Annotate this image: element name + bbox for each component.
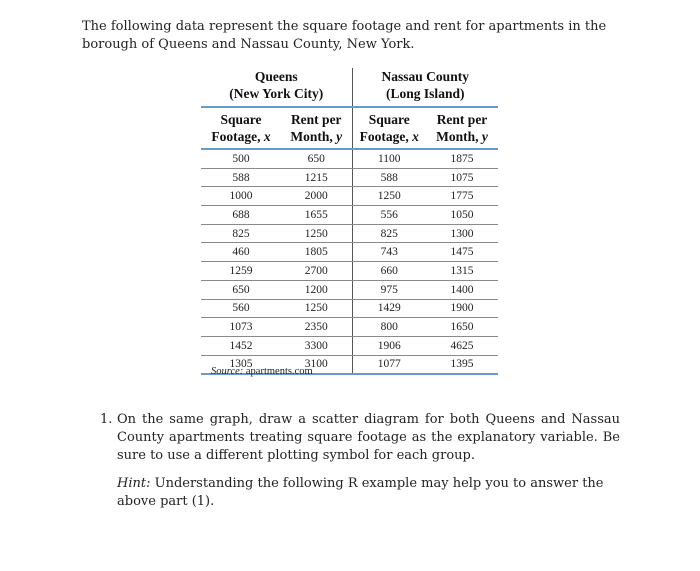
table-cell: 650: [281, 149, 352, 168]
table-cell: 1259: [201, 262, 281, 281]
table-cell: 660: [352, 262, 426, 281]
table-cell: 1900: [426, 299, 498, 318]
table-cell: 2700: [281, 262, 352, 281]
table-cell: 1075: [426, 168, 498, 187]
table-cell: 1315: [426, 262, 498, 281]
question-number: 1.: [100, 412, 113, 427]
table-cell: 1250: [281, 299, 352, 318]
table-row: [201, 280, 498, 299]
table-row: [201, 168, 498, 187]
column-header: [281, 107, 352, 149]
table-cell: 1475: [426, 243, 498, 262]
hint-paragraph: [117, 475, 620, 511]
table-row: [201, 149, 498, 168]
column-header: [426, 107, 498, 149]
table-cell: 1100: [352, 149, 426, 168]
table-cell: 1200: [281, 280, 352, 299]
table-cell: 3300: [281, 336, 352, 355]
question-1: [100, 411, 620, 465]
table-row: [201, 206, 498, 225]
table-cell: 460: [201, 243, 281, 262]
table-cell: 556: [352, 206, 426, 225]
table-cell: 1400: [426, 280, 498, 299]
table-cell: 1073: [201, 318, 281, 337]
table-cell: 1300: [426, 224, 498, 243]
table-cell: 1775: [426, 187, 498, 206]
table-row: [201, 318, 498, 337]
table-cell: 4625: [426, 336, 498, 355]
table-cell: 560: [201, 299, 281, 318]
table-row: [201, 187, 498, 206]
table-cell: 825: [352, 224, 426, 243]
nassau-group-subtitle: (Long Island): [386, 86, 465, 101]
table-cell: 500: [201, 149, 281, 168]
source-label: Source:: [211, 366, 244, 377]
column-header-line1: Square: [220, 112, 262, 127]
table-row: [201, 299, 498, 318]
table-cell: 588: [352, 168, 426, 187]
table-cell: 1077: [352, 355, 426, 374]
table-cell: 975: [352, 280, 426, 299]
column-header-line2: Footage, x: [359, 129, 419, 144]
table-row: [201, 336, 498, 355]
table-cell: 800: [352, 318, 426, 337]
table-cell: 1000: [201, 187, 281, 206]
nassau-group-header: [352, 68, 498, 107]
column-header-line2: Footage, x: [211, 129, 271, 144]
table-cell: 1250: [281, 224, 352, 243]
table-cell: 3100: [281, 355, 352, 374]
table-cell: 1452: [201, 336, 281, 355]
table-cell: 1050: [426, 206, 498, 225]
table-cell: 1395: [426, 355, 498, 374]
table-cell: 688: [201, 206, 281, 225]
table-row: [201, 243, 498, 262]
table-cell: 1305: [201, 355, 281, 374]
rent-data-table: [201, 68, 498, 375]
hint-text: Understanding the following R example may help you to answer the above part (1).: [117, 476, 604, 509]
table-cell: 2350: [281, 318, 352, 337]
table-cell: 1805: [281, 243, 352, 262]
column-header-line1: Rent per: [290, 112, 342, 127]
column-header: [201, 107, 281, 149]
table-cell: 1650: [426, 318, 498, 337]
table-row: [201, 224, 498, 243]
table-cell: 588: [201, 168, 281, 187]
source-text: apartments.com: [245, 366, 313, 377]
table-cell: 1655: [281, 206, 352, 225]
column-header-line1: Rent per: [436, 112, 488, 127]
hint-label: Hint:: [117, 476, 151, 491]
table-cell: 650: [201, 280, 281, 299]
question-text: On the same graph, draw a scatter diagram for both Queens and Nassau County apartments treating square footage as the explanatory variable. Be sure to use a different plotting symbol for each group.: [117, 412, 620, 463]
nassau-group-title: Nassau County: [381, 69, 469, 84]
queens-group-title: Queens: [254, 69, 298, 84]
table-cell: 1875: [426, 149, 498, 168]
table-cell: 1429: [352, 299, 426, 318]
table-cell: 825: [201, 224, 281, 243]
table-source: [211, 366, 313, 377]
queens-group-subtitle: (New York City): [229, 86, 324, 101]
table-cell: 1906: [352, 336, 426, 355]
column-header: [352, 107, 426, 149]
column-header-line1: Square: [368, 112, 410, 127]
queens-group-header: [201, 68, 352, 107]
table-cell: 2000: [281, 187, 352, 206]
intro-paragraph: The following data represent the square footage and rent for apartments in the borough of Queens and Nassau County, New York.: [82, 19, 607, 52]
table-cell: 1215: [281, 168, 352, 187]
table-cell: 743: [352, 243, 426, 262]
table-cell: 1250: [352, 187, 426, 206]
column-header-line2: Month, y: [436, 129, 488, 144]
table-row: [201, 262, 498, 281]
column-header-line2: Month, y: [290, 129, 343, 144]
